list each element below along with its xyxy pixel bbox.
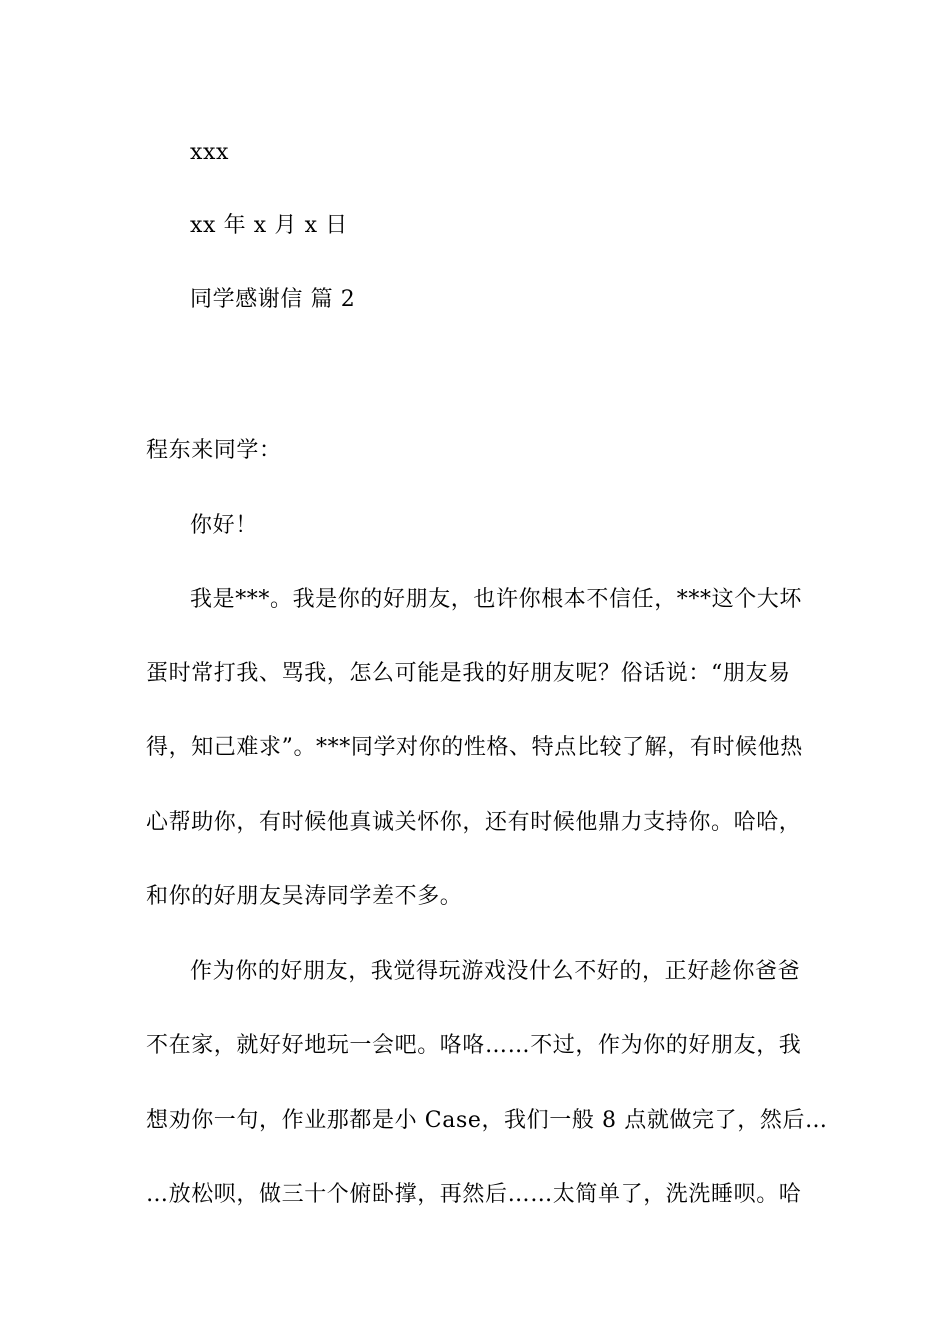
body-line: 蛋时常打我、骂我，怎么可能是我的好朋友呢？俗话说：“朋友易	[146, 661, 791, 686]
body-line: 不在家，就好好地玩一会吧。咯咯……不过，作为你的好朋友，我	[146, 1033, 802, 1058]
greeting: 你好！	[190, 513, 258, 538]
body-line: …放松呗，做三十个俯卧撑，再然后……太简单了，洗洗睡呗。哈	[146, 1182, 802, 1207]
body-line: 心帮助你，有时候他真诚关怀你，还有时候他鼎力支持你。哈哈，	[146, 810, 802, 835]
salutation: 程东来同学：	[146, 438, 282, 463]
body-line: 得，知己难求”。***同学对你的性格、特点比较了解，有时候他热	[146, 735, 803, 760]
letter-heading: 同学感谢信 篇 2	[190, 287, 356, 312]
date: xx 年 x 月 x 日	[190, 213, 348, 238]
body-line: 和你的好朋友吴涛同学差不多。	[146, 884, 463, 909]
signature: xxx	[190, 140, 230, 165]
body-line: 我是***。我是你的好朋友，也许你根本不信任，***这个大坏	[190, 587, 803, 612]
body-line: 作为你的好朋友，我觉得玩游戏没什么不好的，正好趁你爸爸	[190, 959, 801, 984]
body-line: 想劝你一句，作业那都是小 Case，我们一般 8 点就做完了，然后…	[146, 1108, 828, 1133]
